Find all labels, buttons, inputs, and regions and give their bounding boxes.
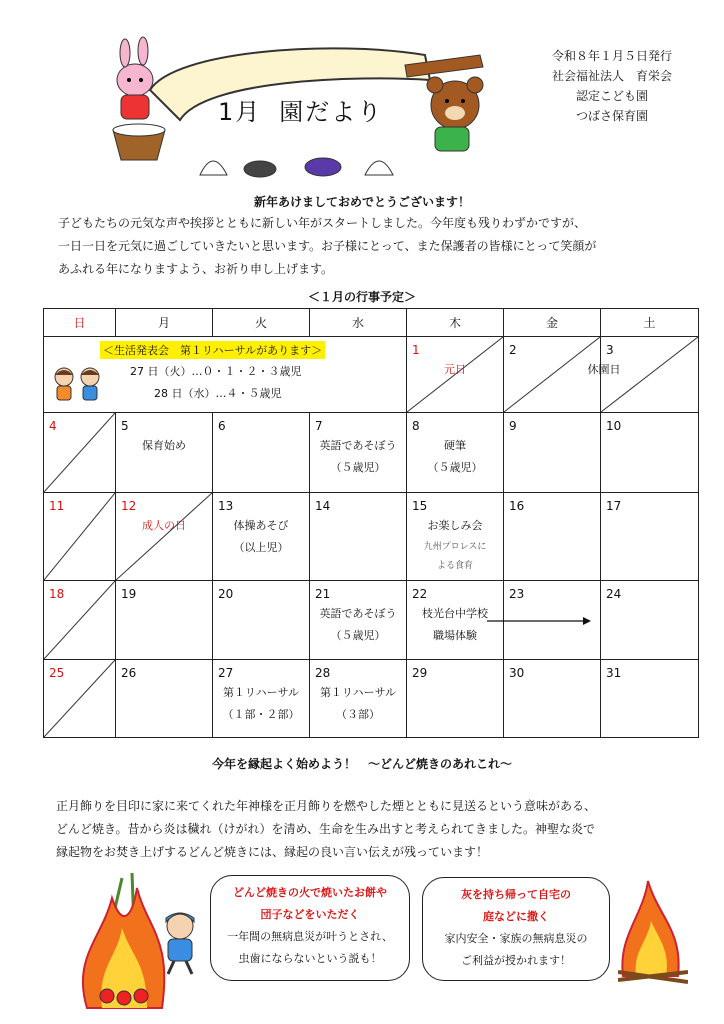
weekday-thu: 木 [407,309,504,337]
weekday-wed: 水 [310,309,407,337]
newsletter-title [200,92,383,127]
event-note: 九州プロレスに [423,542,487,552]
day-cell-31 [601,660,699,738]
day-number: 26 [121,666,137,680]
corporation: 社会福祉法人 育栄会 [551,69,672,83]
event-label: 枝光台中学校 [422,607,488,620]
event-sublabel: （３部） [336,708,380,721]
day-number: 3 [606,343,614,357]
title-text: 園だより [279,98,384,126]
day-cell-8 [407,413,504,493]
schedule-title: ＜１月の行事予定＞ [307,290,416,304]
greeting-body [58,212,678,281]
rehearsal-notice [44,337,407,413]
school-type: 認定こども園 [575,89,648,103]
bubble-body: ご利益が授かれます！ [461,954,571,967]
day-cell-9 [504,413,601,493]
event-note: よる食育 [436,561,473,571]
day-cell-29 [407,660,504,738]
rabbit-icon [117,37,153,119]
event-sublabel: （以上児） [233,541,289,554]
day-number: 14 [315,499,331,513]
mortar-icon [113,124,165,160]
week-row [44,337,699,413]
day-cell-11 [44,493,116,581]
day-cell-12 [116,493,213,581]
event-sublabel: 職場体験 [433,629,477,642]
event-label: 第１リハーサル [222,686,300,699]
day-number: 7 [315,419,323,433]
week-row [44,581,699,660]
greeting-heading: 新年あけましておめでとうございます！ [253,195,470,209]
day-cell-2 [504,337,621,413]
day-cell-7 [310,413,407,493]
day-number: 2 [509,343,517,357]
day-cell-18 [44,581,116,660]
day-number: 8 [412,419,420,433]
event-calendar [43,308,699,738]
day-cell-24 [601,581,699,660]
arrow-right-icon [487,615,591,627]
event-label: お楽しみ会 [427,519,483,532]
day-number: 31 [606,666,622,680]
day-number: 16 [509,499,525,513]
day-number: 13 [218,499,234,513]
event-sublabel: （５歳児） [330,461,386,474]
day-cell-27 [213,660,310,738]
day-number: 20 [218,587,234,601]
day-number: 12 [121,499,137,513]
day-cell-14 [310,493,407,581]
day-cell-1 [407,337,504,413]
day-number: 4 [49,419,57,433]
day-number: 22 [412,587,428,601]
closed-label: 休園日 [587,363,621,376]
event-label: 体操あそび [233,519,289,532]
article-line: どんど焼き。昔から炎は穢れ（けがれ）を清め、生命を生み出すと考えられてきました。神聖な炎で [56,822,596,836]
day-number: 27 [218,666,234,680]
day-cell-10 [601,413,699,493]
day-cell-16 [504,493,601,581]
day-number: 18 [49,587,65,601]
holiday-label: 元日 [444,363,466,376]
day-number: 24 [606,587,622,601]
small-bonfire-icon [618,876,688,986]
day-cell-15 [407,493,504,581]
day-number: 29 [412,666,428,680]
title-month: 1月 [218,98,262,126]
speech-bubble-mochi [210,875,410,981]
event-sublabel: （５歳児） [330,629,386,642]
bubble-body: 家内安全・家族の無病息災の [444,932,588,945]
article-line: 縁起物をお焚き上げするどんど焼きには、縁起の良い言い伝えが残っています！ [56,845,489,859]
weekday-header [44,309,699,337]
children-icon [50,365,106,407]
week-row [44,660,699,738]
weekday-sun: 日 [44,309,116,337]
day-cell-17 [601,493,699,581]
issuer-info [512,46,712,126]
day-number: 6 [218,419,226,433]
day-cell-26 [116,660,213,738]
day-cell-28 [310,660,407,738]
event-label: 保育始め [142,439,186,452]
bear-icon [427,77,483,151]
event-sublabel: （１部・２部） [222,708,300,721]
rehearsal-banner: ＜生活発表会 第１リハーサルがあります＞ [100,341,325,359]
event-label: 英語であそぼう [319,607,397,620]
event-label: 英語であそぼう [319,439,397,452]
bubble-title: 庭などに撒く [483,910,549,923]
greeting-line: 子どもたちの元気な声や挨拶とともに新しい年がスタートしました。今年度も残りわずかですが、 [58,216,587,230]
day-number: 1 [412,343,420,357]
greeting-line: 一日一日を元気に過ごしていきたいと思います。お子様にとって、また保護者の皆様にとって笑顔が [58,239,597,253]
issue-date: 令和８年１月５日発行 [551,49,672,63]
week-row [44,413,699,493]
child-icon [156,908,206,978]
day-cell-22 [407,581,504,660]
article-line: 正月飾りを目印に家に来てくれた年神様を正月飾りを燃やした煙とともに見送るという意味がある、 [56,799,597,813]
day-cell-30 [504,660,601,738]
day-number: 30 [509,666,525,680]
week-row [44,493,699,581]
day-cell-13 [213,493,310,581]
mochi-sweets-icon [200,158,393,177]
article-heading: 今年を縁起よく始めよう！ ～どんど焼きのあれこれ～ [211,757,512,771]
bubble-body: 虫歯にならないという説も！ [238,952,382,965]
day-number: 15 [412,499,428,513]
weekday-sat: 土 [601,309,699,337]
day-number: 23 [509,587,525,601]
day-number: 17 [606,499,622,513]
day-number: 19 [121,587,137,601]
weekday-tue: 火 [213,309,310,337]
day-cell-20 [213,581,310,660]
holiday-label: 成人の日 [142,519,186,532]
day-cell-3 [601,337,699,413]
day-cell-5 [116,413,213,493]
weekday-mon: 月 [116,309,213,337]
event-label: 第１リハーサル [319,686,397,699]
speech-bubble-ash [422,877,610,981]
day-number: 21 [315,587,331,601]
school-name: つばさ保育園 [575,109,648,123]
weekday-fri: 金 [504,309,601,337]
day-number: 9 [509,419,517,433]
bubble-title: 団子などをいただく [260,908,360,921]
rehearsal-day-27: 27 日（火）…０・１・２・３歳児 [130,365,302,378]
day-number: 28 [315,666,331,680]
day-cell-6 [213,413,310,493]
day-number: 10 [606,419,622,433]
day-cell-4 [44,413,116,493]
article-body [56,795,696,864]
event-label: 硬筆 [444,439,466,452]
day-cell-21 [310,581,407,660]
day-cell-25 [44,660,116,738]
bubble-title: どんど焼きの火で焼いたお餅や [233,886,387,899]
greeting-line: あふれる年になりますよう、お祈り申し上げます。 [58,262,334,276]
event-sublabel: （５歳児） [427,461,483,474]
day-number: 25 [49,666,65,680]
rehearsal-day-28: 28 日（水）…４・５歳児 [154,387,282,400]
day-number: 11 [49,499,65,513]
bubble-title: 灰を持ち帰って自宅の [461,888,571,901]
day-number: 5 [121,419,129,433]
day-cell-19 [116,581,213,660]
bubble-body: 一年間の無病息災が叶うとされ、 [227,930,393,943]
